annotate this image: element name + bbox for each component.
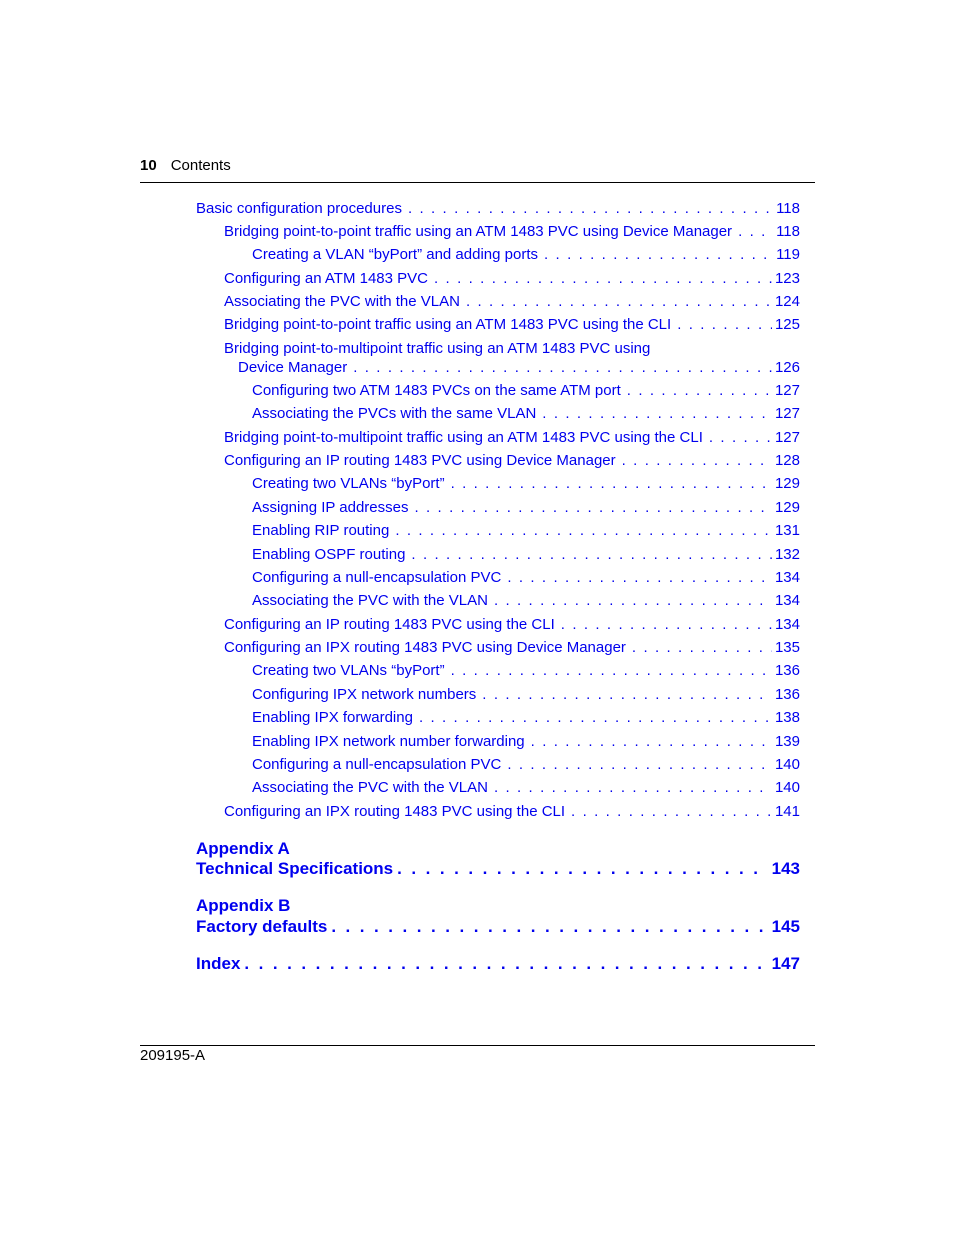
header-rule: [140, 182, 815, 183]
toc-page-number: 135: [774, 639, 800, 656]
toc-entry[interactable]: Associating the PVC with the VLAN . . . 140: [252, 779, 800, 797]
toc-entry[interactable]: Enabling IPX network number forwarding . . . 139: [252, 733, 800, 751]
toc-entry[interactable]: Creating two VLANs “byPort” . . . 136: [252, 662, 800, 680]
toc-entry[interactable]: Configuring two ATM 1483 PVCs on the same ATM port . . . 127: [252, 382, 800, 400]
running-header: [140, 157, 815, 175]
toc-page-number: 128: [774, 452, 800, 469]
toc-page-number: 129: [774, 499, 800, 516]
toc-entry[interactable]: Configuring an IPX routing 1483 PVC using Device Manager . . . 135: [224, 639, 800, 657]
toc-entry-appendix-a[interactable]: Technical Specifications . . . 143: [196, 858, 800, 879]
toc-entry[interactable]: Bridging point-to-point traffic using an ATM 1483 PVC using the CLI . . . 125: [224, 316, 800, 334]
toc-page-number: 136: [774, 686, 800, 703]
toc-page-number: 140: [774, 779, 800, 796]
appendix-a-label[interactable]: Appendix A: [196, 839, 290, 858]
toc-entry-index[interactable]: Index . . . 147: [196, 953, 800, 974]
toc-entry[interactable]: Configuring an IP routing 1483 PVC using Device Manager . . . 128: [224, 452, 800, 470]
toc-entry[interactable]: Enabling IPX forwarding . . . 138: [252, 709, 800, 727]
toc-entry[interactable]: Bridging point-to-multipoint traffic using an ATM 1483 PVC using the CLI . . . 127: [224, 429, 800, 447]
toc-page-number: 123: [774, 270, 800, 287]
toc-page-number: 139: [774, 733, 800, 750]
footer-rule: [140, 1045, 815, 1046]
section-title: Contents: [170, 157, 231, 174]
toc-entry-appendix-b[interactable]: Factory defaults . . . 145: [196, 916, 800, 937]
toc-entry[interactable]: Enabling OSPF routing . . . 132: [252, 546, 800, 564]
toc-entry[interactable]: Configuring IPX network numbers . . . 136: [252, 686, 800, 704]
toc-page-number: 129: [774, 475, 800, 492]
toc-page-number: 147: [771, 954, 800, 973]
toc-page-number: 132: [774, 546, 800, 563]
toc-entry[interactable]: Bridging point-to-point traffic using an ATM 1483 PVC using Device Manager . . . 118: [224, 223, 800, 241]
toc-page-number: 124: [774, 293, 800, 310]
toc-entry[interactable]: Configuring a null-encapsulation PVC . . . 140: [252, 756, 800, 774]
toc-page-number: 118: [776, 223, 800, 240]
toc-entry[interactable]: Associating the PVCs with the same VLAN . . . 127: [252, 405, 800, 423]
toc-entry[interactable]: Basic configuration procedures . . . 118: [196, 200, 800, 218]
toc-entry[interactable]: Bridging point-to-multipoint traffic using an ATM 1483 PVC using Device Manager . . . 126: [224, 340, 800, 377]
toc-page-number: 136: [774, 662, 800, 679]
toc-page-number: 140: [774, 756, 800, 773]
toc-entry[interactable]: Enabling RIP routing . . . 131: [252, 522, 800, 540]
toc-entry[interactable]: Creating a VLAN “byPort” and adding ports . . . 119: [252, 246, 800, 264]
toc-page-number: 126: [774, 359, 800, 376]
toc-entry[interactable]: Configuring a null-encapsulation PVC . . . 134: [252, 569, 800, 587]
toc-page-number: 138: [774, 709, 800, 726]
toc-entry[interactable]: Assigning IP addresses . . . 129: [252, 499, 800, 517]
toc-entry[interactable]: Configuring an IPX routing 1483 PVC using the CLI . . . 141: [224, 803, 800, 821]
appendix-b-label[interactable]: Appendix B: [196, 896, 291, 915]
toc-page-number: 127: [774, 382, 800, 399]
toc-entry[interactable]: Configuring an IP routing 1483 PVC using the CLI . . . 134: [224, 616, 800, 634]
toc-entry[interactable]: Configuring an ATM 1483 PVC . . . 123: [224, 270, 800, 288]
document-id: 209195-A: [140, 1047, 206, 1064]
toc-entry[interactable]: Associating the PVC with the VLAN . . . 134: [252, 592, 800, 610]
toc-page-number: 145: [771, 917, 800, 936]
toc-page-number: 134: [774, 616, 800, 633]
toc-page-number: 134: [774, 592, 800, 609]
toc-page-number: 141: [774, 803, 800, 820]
toc-page-number: 119: [776, 246, 800, 263]
toc-page-number: 143: [771, 859, 800, 878]
toc-page-number: 127: [774, 405, 800, 422]
page-number: 10: [140, 157, 157, 174]
toc-page-number: 134: [774, 569, 800, 586]
toc-page-number: 127: [774, 429, 800, 446]
toc-page-number: 118: [776, 200, 800, 217]
toc-page-number: 131: [774, 522, 800, 539]
toc-entry[interactable]: Creating two VLANs “byPort” . . . 129: [252, 475, 800, 493]
toc-page-number: 125: [774, 316, 800, 333]
toc-entry[interactable]: Associating the PVC with the VLAN . . . 124: [224, 293, 800, 311]
